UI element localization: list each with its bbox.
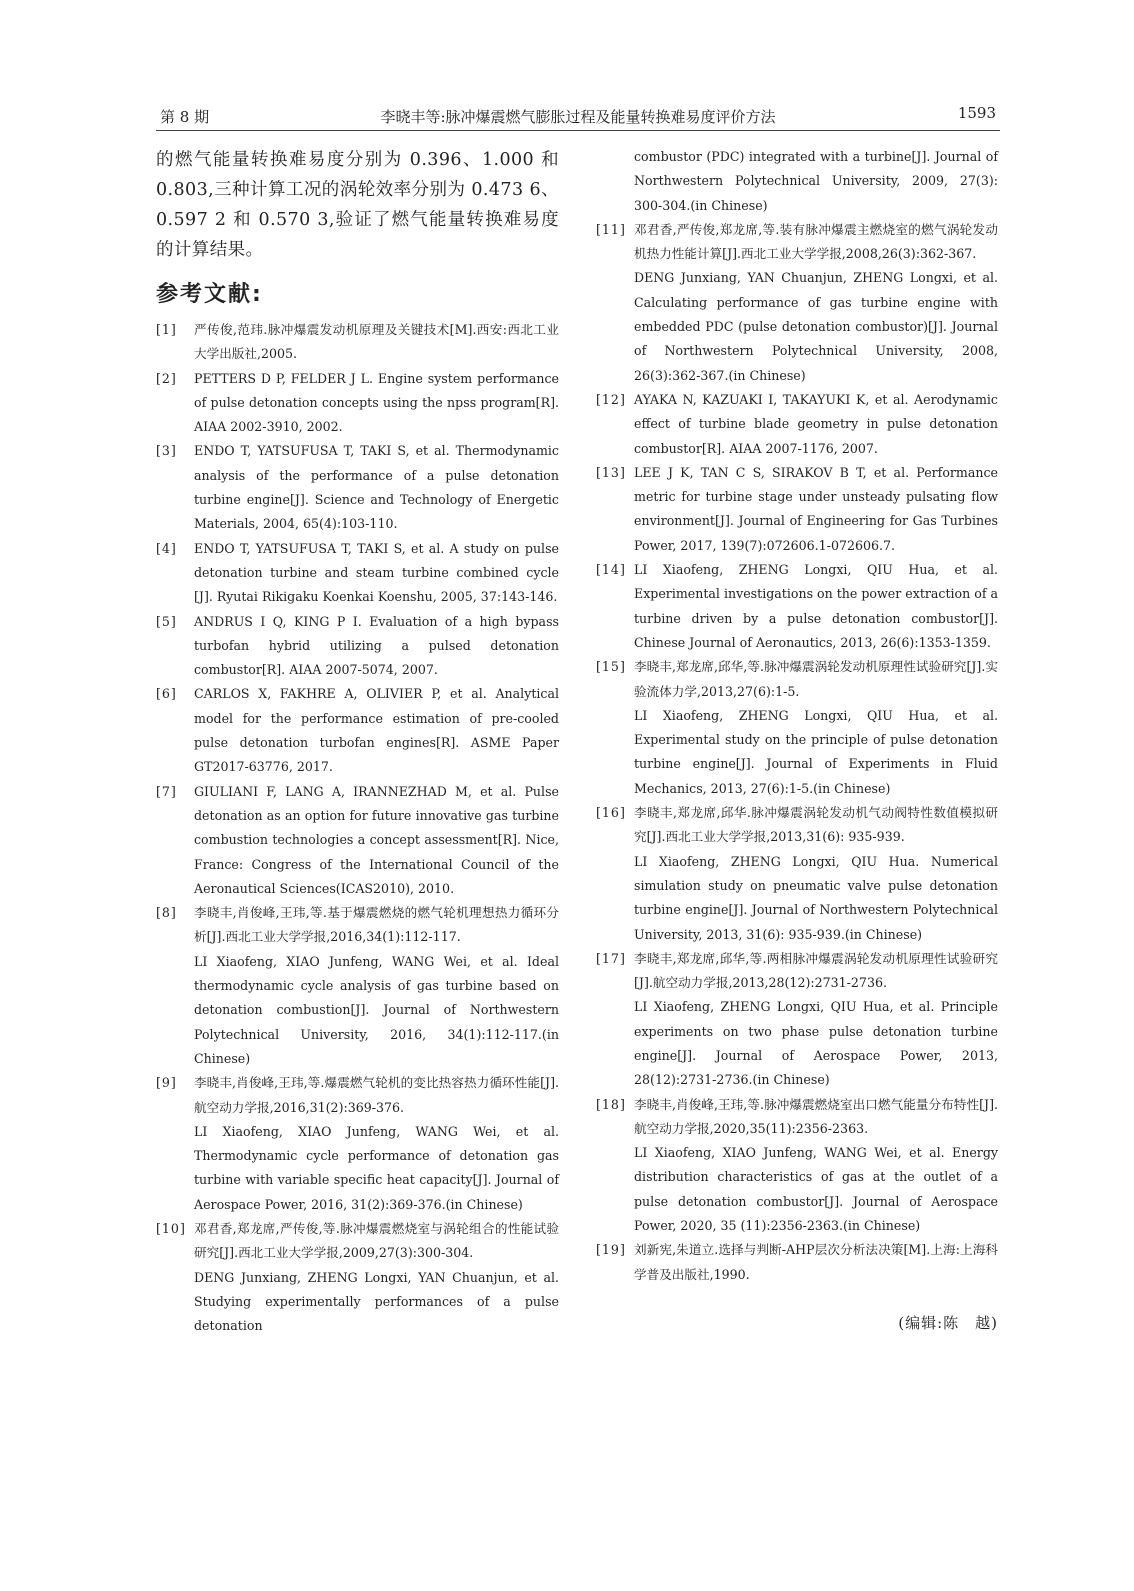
reference-line: 李晓丰,肖俊峰,王玮,等.爆震燃气轮机的变比热容热力循环性能[J].航空动力学报,2016,31(2):369-376. [194, 1075, 559, 1115]
reference-line: 李晓丰,肖俊峰,王玮,等.基于爆震燃烧的燃气轮机理想热力循环分析[J].西北工业大学学报,2016,34(1):112-117. [194, 905, 559, 945]
reference-item [156, 537, 559, 610]
reference-line: PETTERS D P, FELDER J L. Engine system performance of pulse detonation concepts using the npss program[R]. AIAA 2002-3910, 2002. [194, 370, 559, 435]
reference-line: ANDRUS I Q, KING P I. Evaluation of a high bypass turbofan hybrid utilizing a pulsed detonation combustor[R]. AIAA 2007-5074, 2007. [194, 613, 559, 678]
reference-item [156, 682, 559, 779]
reference-line: LI Xiaofeng, ZHENG Longxi, QIU Hua, et al. Principle experiments on two phase pulse detonation turbine engine[J]. Journal of Aerospace Power, 2013, 28(12):2731-2736.(in Chinese) [634, 999, 998, 1088]
reference-number: [13] [596, 464, 626, 480]
reference-line: LI Xiaofeng, XIAO Junfeng, WANG Wei, et al. Thermodynamic cycle performance of detonation gas turbine with variable specific heat capacity[J]. Journal of Aerospace Power, 2016, 31(2):369-376.(in Chinese) [194, 1123, 559, 1212]
reference-item [156, 1071, 559, 1217]
reference-text [194, 537, 559, 610]
reference-number: [12] [596, 391, 626, 407]
reference-line: LI Xiaofeng, ZHENG Longxi, QIU Hua, et al. Experimental investigations on the power extraction of a turbine driven by a pulse detonation combustor[J]. Chinese Journal of Aeronautics, 2013, 26(6):1353-1359. [634, 562, 999, 650]
reference-number: [16] [596, 805, 626, 821]
reference-number: [11] [596, 221, 626, 237]
reference-text [634, 655, 998, 801]
reference-text [634, 1238, 998, 1287]
reference-text [194, 318, 559, 367]
reference-item [596, 1238, 998, 1287]
reference-item [596, 1093, 998, 1239]
reference-item [596, 558, 998, 655]
reference-number [596, 145, 634, 218]
reference-number: [9] [156, 1075, 177, 1091]
reference-item [596, 655, 998, 801]
reference-item [596, 388, 998, 461]
reference-number: [19] [596, 1242, 626, 1258]
left-column [156, 145, 559, 1338]
left-reference-list [156, 318, 559, 1338]
reference-number: [6] [156, 686, 177, 702]
reference-item [156, 780, 559, 901]
reference-number: [17] [596, 950, 626, 966]
reference-text [194, 1071, 559, 1217]
reference-line: LEE J K, TAN C S, SIRAKOV B T, et al. Performance metric for turbine stage under unsteady pulsating flow environment[J]. Journal of Engineering for Gas Turbines Power, 2017, 139(7):072606.1-072606.7. [634, 464, 998, 553]
reference-line: ENDO T, YATSUFUSA T, TAKI S, et al. A study on pulse detonation turbine and steam turbine combined cycle [J]. Ryutai Rikigaku Koenkai Koenshu, 2005, 37:143-146. [194, 540, 559, 605]
reference-text [634, 461, 998, 558]
reference-line: LI Xiaofeng, XIAO Junfeng, WANG Wei, et al. Energy distribution characteristics of gas at the outlet of a pulse detonation combustor[J]. Journal of Aerospace Power, 2020, 35 (11):2356-2363.(in Chinese) [634, 1145, 998, 1234]
reference-item [156, 901, 559, 1071]
reference-item [596, 947, 998, 1093]
reference-number: [14] [596, 562, 626, 578]
reference-text [634, 1093, 998, 1239]
editor-note: (编辑:陈 越) [898, 1314, 998, 1332]
reference-number: [1] [156, 322, 177, 337]
reference-number: [4] [156, 540, 177, 556]
reference-line: ENDO T, YATSUFUSA T, TAKI S, et al. Thermodynamic analysis of the performance of a pulse detonation turbine engine[J]. Science and Technology of Energetic Materials, 2004, 65(4):103-110. [194, 443, 559, 532]
reference-line: GIULIANI F, LANG A, IRANNEZHAD M, et al. Pulse detonation as an option for future innovative gas turbine combustion technologies a concept assessment[R]. Nice, France: Congress of the International Council of the Aeronautical Sciences(ICAS2010), 2010. [194, 783, 559, 896]
reference-item [156, 318, 559, 367]
reference-item [596, 218, 998, 388]
reference-line: CARLOS X, FAKHRE A, OLIVIER P, et al. Analytical model for the performance estimation of pre-cooled pulse detonation turbofan engines[R]. ASME Paper GT2017-63776, 2017. [194, 686, 559, 775]
reference-line: DENG Junxiang, ZHENG Longxi, YAN Chuanjun, et al. Studying experimentally performances of a pulse detonation [194, 1269, 559, 1334]
reference-text [194, 1217, 559, 1338]
reference-text [634, 145, 998, 218]
right-reference-list [596, 145, 998, 1287]
reference-line: LI Xiaofeng, ZHENG Longxi, QIU Hua, et al. Experimental study on the principle of pulse detonation turbine engine[J]. Journal of Experiments in Fluid Mechanics, 2013, 27(6):1-5.(in Chinese) [634, 707, 998, 796]
running-header [160, 106, 996, 130]
reference-line: 严传俊,范玮.脉冲爆震发动机原理及关键技术[M].西安:西北工业大学出版社,2005. [194, 322, 559, 362]
references-heading: 参考文献: [156, 282, 263, 307]
reference-text [634, 801, 998, 947]
reference-line: 刘新宪,朱道立.选择与判断-AHP层次分析法决策[M].上海:上海科学普及出版社,1990. [634, 1242, 998, 1282]
reference-number: [2] [156, 370, 177, 386]
reference-line: LI Xiaofeng, XIAO Junfeng, WANG Wei, et al. Ideal thermodynamic cycle analysis of gas turbine based on detonation combustion[J]. Journal of Northwestern Polytechnical University, 2016, 34(1):112-117.(in Chinese) [194, 953, 559, 1066]
reference-number: [15] [596, 659, 626, 675]
reference-item [596, 801, 998, 947]
reference-line: 李晓丰,郑龙席,邱华,等.脉冲爆震涡轮发动机原理性试验研究[J].实验流体力学,2013,27(6):1-5. [634, 659, 998, 699]
reference-number: [3] [156, 443, 177, 459]
reference-line: LI Xiaofeng, ZHENG Longxi, QIU Hua. Numerical simulation study on pneumatic valve pulse detonation turbine engine[J]. Journal of Northwestern Polytechnical University, 2013, 31(6): 935-939.(in Chinese) [634, 853, 998, 942]
reference-number: [8] [156, 905, 177, 921]
header-rule [156, 130, 1000, 131]
reference-number: [10] [156, 1220, 186, 1236]
reference-text [634, 558, 998, 655]
reference-item [156, 439, 559, 536]
reference-line: combustor (PDC) integrated with a turbine[J]. Journal of Northwestern Polytechnical University, 2009, 27(3): 300-304.(in Chinese) [634, 149, 998, 213]
reference-item [596, 461, 998, 558]
reference-line: 李晓丰,郑龙席,邱华,等.两相脉冲爆震涡轮发动机原理性试验研究[J].航空动力学报,2013,28(12):2731-2736. [634, 950, 998, 991]
reference-item [156, 367, 559, 440]
reference-line: 李晓丰,郑龙席,邱华.脉冲爆震涡轮发动机气动阀特性数值模拟研究[J].西北工业大学学报,2013,31(6): 935-939. [634, 805, 998, 845]
reference-text [194, 901, 559, 1071]
reference-line: 邓君香,严传俊,郑龙席,等.装有脉冲爆震主燃烧室的燃气涡轮发动机热力性能计算[J].西北工业大学学报,2008,26(3):362-367. [634, 221, 998, 262]
right-column [596, 145, 998, 1287]
reference-number: [7] [156, 783, 177, 799]
reference-item [596, 145, 998, 218]
reference-text [194, 610, 559, 683]
reference-item [156, 1217, 559, 1338]
reference-text [194, 780, 559, 901]
reference-line: DENG Junxiang, YAN Chuanjun, ZHENG Longxi, et al. Calculating performance of gas turbine engine with embedded PDC (pulse detonation combustor)[J]. Journal of Northwestern Polytechnical University, 2008, 26(3):362-367.(in Chinese) [634, 270, 998, 383]
reference-item [156, 610, 559, 683]
issue-label: 第 8 期 [160, 108, 210, 126]
reference-line: AYAKA N, KAZUAKI I, TAKAYUKI K, et al. Aerodynamic effect of turbine blade geometry in pulse detonation combustor[R]. AIAA 2007-1176, 2007. [634, 391, 998, 456]
reference-text [634, 218, 998, 388]
reference-text [194, 439, 559, 536]
running-title: 李晓丰等:脉冲爆震燃气膨胀过程及能量转换难易度评价方法 [380, 108, 776, 126]
reference-line: 李晓丰,肖俊峰,王玮,等.脉冲爆震燃烧室出口燃气能量分布特性[J].航空动力学报,2020,35(11):2356-2363. [634, 1096, 998, 1136]
reference-line: 邓君香,郑龙席,严传俊,等.脉冲爆震燃烧室与涡轮组合的性能试验研究[J].西北工业大学学报,2009,27(3):300-304. [194, 1220, 559, 1261]
page-number: 1593 [957, 104, 996, 122]
reference-text [194, 367, 559, 440]
reference-text [634, 947, 998, 1093]
reference-text [194, 682, 559, 779]
conclusion-paragraph: 的燃气能量转换难易度分别为 0.396、1.000 和 0.803,三种计算工况的涡轮效率分别为 0.473 6、0.597 2 和 0.570 3,验证了燃气能量转换难易度的计算结果。 [156, 150, 559, 260]
reference-number: [18] [596, 1096, 626, 1112]
reference-number: [5] [156, 613, 177, 629]
reference-text [634, 388, 998, 461]
